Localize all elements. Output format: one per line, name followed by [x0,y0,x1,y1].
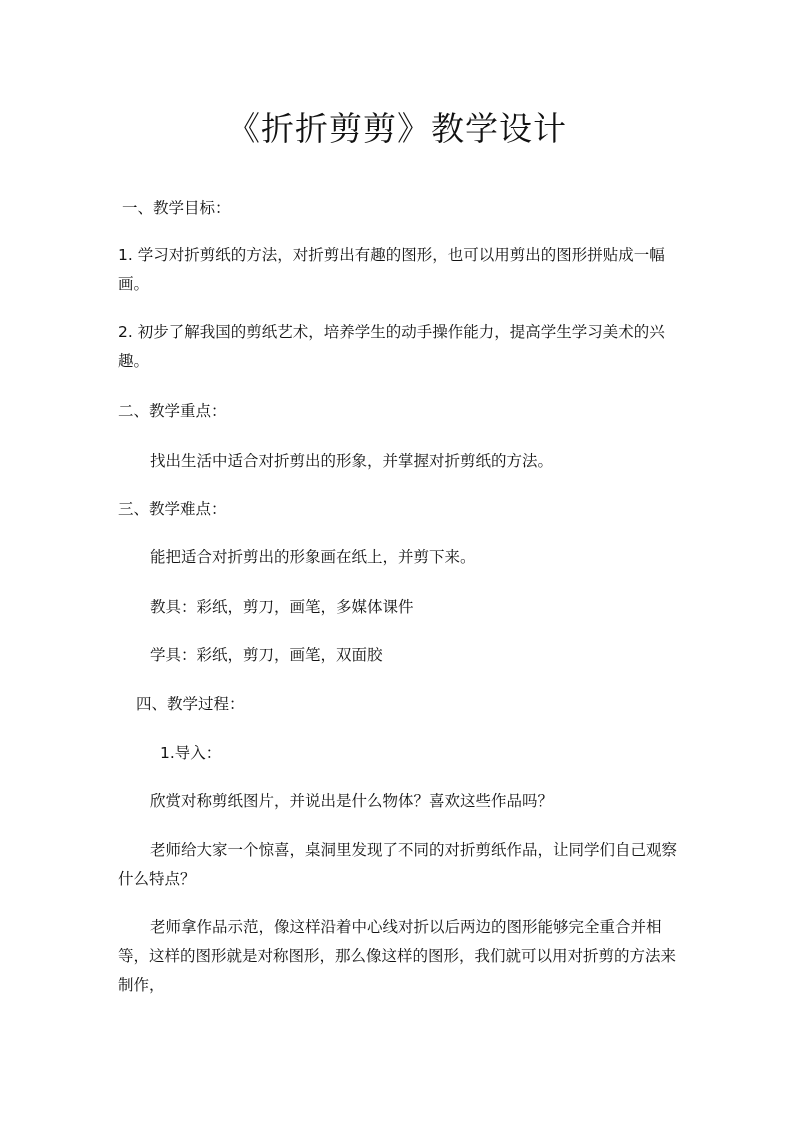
intro-heading: 1.导入： [160,744,222,762]
goal-item-2: 2. 初步了解我国的剪纸艺术，培养学生的动手操作能力，提高学生学习美术的兴趣。 [118,323,665,370]
section-heading-goals: 一、教学目标： [122,199,231,217]
goal-item-1: 1. 学习对折剪纸的方法，对折剪出有趣的图形，也可以用剪出的图形拼贴成一幅画。 [118,246,665,293]
document-title: 《折折剪剪》教学设计 [227,109,567,148]
difficulties-text: 能把适合对折剪出的形象画在纸上，并剪下来。 [150,548,476,566]
student-tools-text: 学具：彩纸，剪刀，画笔，双面胶 [150,646,383,664]
key-points-text: 找出生活中适合对折剪出的形象，并掌握对折剪纸的方法。 [150,452,554,470]
intro-paragraph-2: 老师给大家一个惊喜，桌洞里发现了不同的对折剪纸作品，让同学们自己观察什么特点？ [118,841,678,888]
section-heading-key-points: 二、教学重点： [118,402,227,420]
intro-paragraph-3: 老师拿作品示范，像这样沿着中心线对折以后两边的图形能够完全重合并相等，这样的图形就是对称图形，那么像这样的图形，我们就可以用对折剪的方法来制作， [118,918,677,994]
intro-paragraph-1: 欣赏对称剪纸图片，并说出是什么物体？喜欢这些作品吗？ [150,792,554,810]
teacher-tools-text: 教具：彩纸，剪刀，画笔，多媒体课件 [150,598,414,616]
section-heading-difficulties: 三、教学难点： [118,500,227,518]
section-heading-process: 四、教学过程： [136,695,245,713]
